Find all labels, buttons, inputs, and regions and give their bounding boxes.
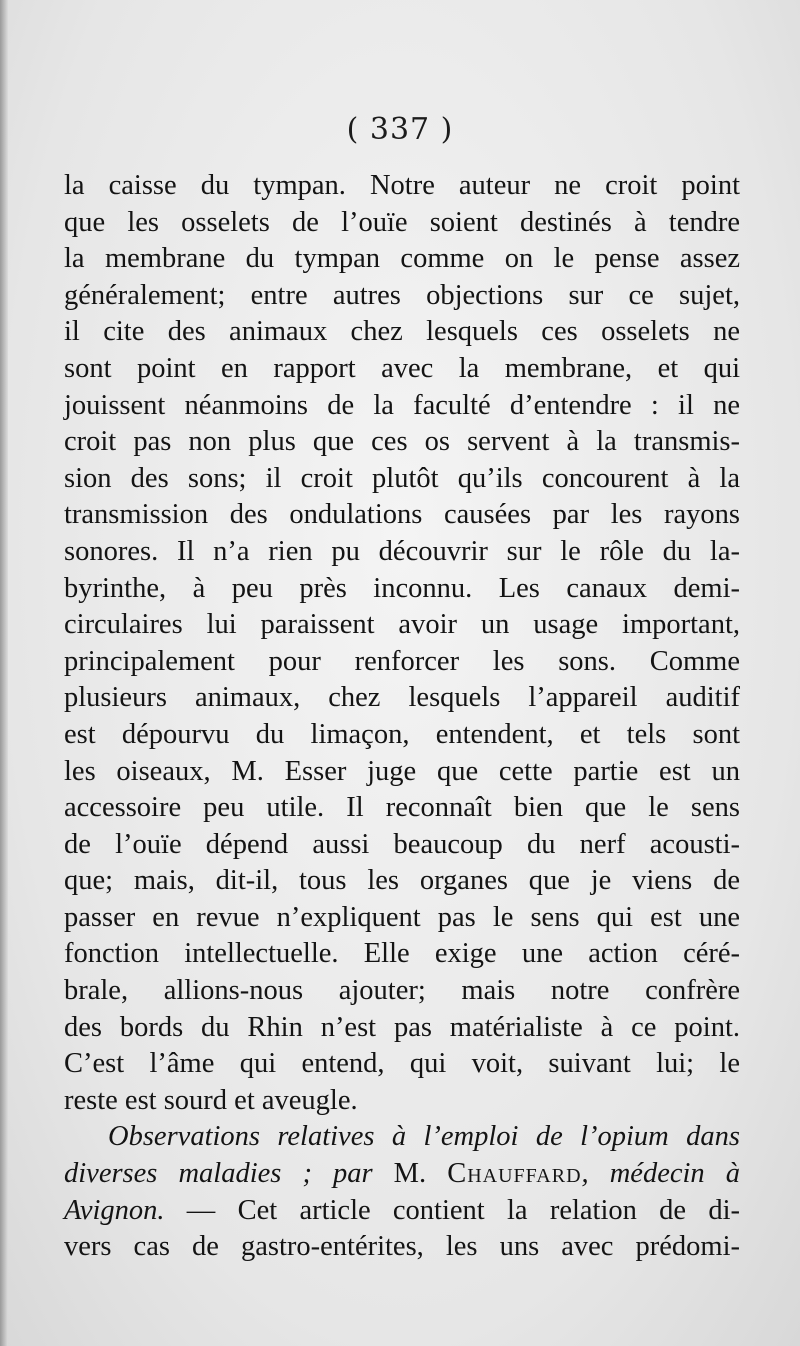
text-line: il cite des animaux chez lesquels ces osselets ne [64,316,740,348]
article-title-line [64,1156,740,1193]
text-line: jouissent néanmoins de la faculté d’entendre : il ne [64,389,740,421]
article-title-end: diverses maladies ; par [64,1158,373,1190]
text-line: est dépourvu du limaçon, entendent, et tels sont [64,718,740,750]
body-text [64,168,740,1266]
text-line: sonores. Il n’a rien pu découvrir sur le rôle du la- [64,535,740,567]
text-line: que les osselets de l’ouïe soient destinés à tendre [64,206,740,238]
text-line: la membrane du tympan comme on le pense assez [64,243,740,275]
page-number: ( 337 ) [346,112,454,147]
author-prefix: M. [372,1158,448,1190]
text-line: transmission des ondulations causées par les rayons [64,499,740,531]
text-line: plusieurs animaux, chez lesquels l’appareil auditif [64,682,740,714]
article-title: Observations relatives à l’emploi de l’opium dans [108,1121,740,1153]
article-summary-line [64,1193,740,1230]
text-line: passer en revue n’expliquent pas le sens qui est une [64,901,740,933]
text-line: sont point en rapport avec la membrane, et qui [64,352,740,384]
text-line: C’est l’âme qui entend, qui voit, suivant lui; le [64,1048,740,1080]
text-line: sion des sons; il croit plutôt qu’ils concourent à la [64,462,740,494]
article-summary-start: — Cet article contient la relation de di- [164,1194,740,1226]
text-line: principalement pour renforcer les sons. Comme [64,645,740,677]
text-line: byrinthe, à peu près inconnu. Les canaux demi- [64,572,740,604]
author-role: , médecin à [581,1158,740,1190]
text-line: circulaires lui paraissent avoir un usage important, [64,609,740,641]
text-line: fonction intellectuelle. Elle exige une action céré- [64,938,740,970]
article-summary-line: vers cas de gastro-entérites, les uns avec prédomi- [64,1231,740,1263]
page-edge-shadow [0,0,8,1346]
text-line: de l’ouïe dépend aussi beaucoup du nerf acousti- [64,828,740,860]
text-line: croit pas non plus que ces os servent à la transmis- [64,426,740,458]
text-line: des bords du Rhin n’est pas matérialiste à ce point. [64,1011,740,1043]
author-city: Avignon. [64,1194,165,1226]
article-title-line [64,1119,740,1156]
text-line: que; mais, dit-il, tous les organes que je viens de [64,865,740,897]
text-line: accessoire peu utile. Il reconnaît bien que le sens [64,792,740,824]
text-line: reste est sourd et aveugle. [64,1084,358,1116]
text-line: la caisse du tympan. Notre auteur ne croit point [64,170,740,201]
text-line: les oiseaux, M. Esser juge que cette partie est un [64,755,740,787]
author-name: Chauffard [447,1158,582,1190]
text-line: brale, allions-nous ajouter; mais notre confrère [64,975,740,1007]
text-line: généralement; entre autres objections sur ce sujet, [64,279,740,311]
